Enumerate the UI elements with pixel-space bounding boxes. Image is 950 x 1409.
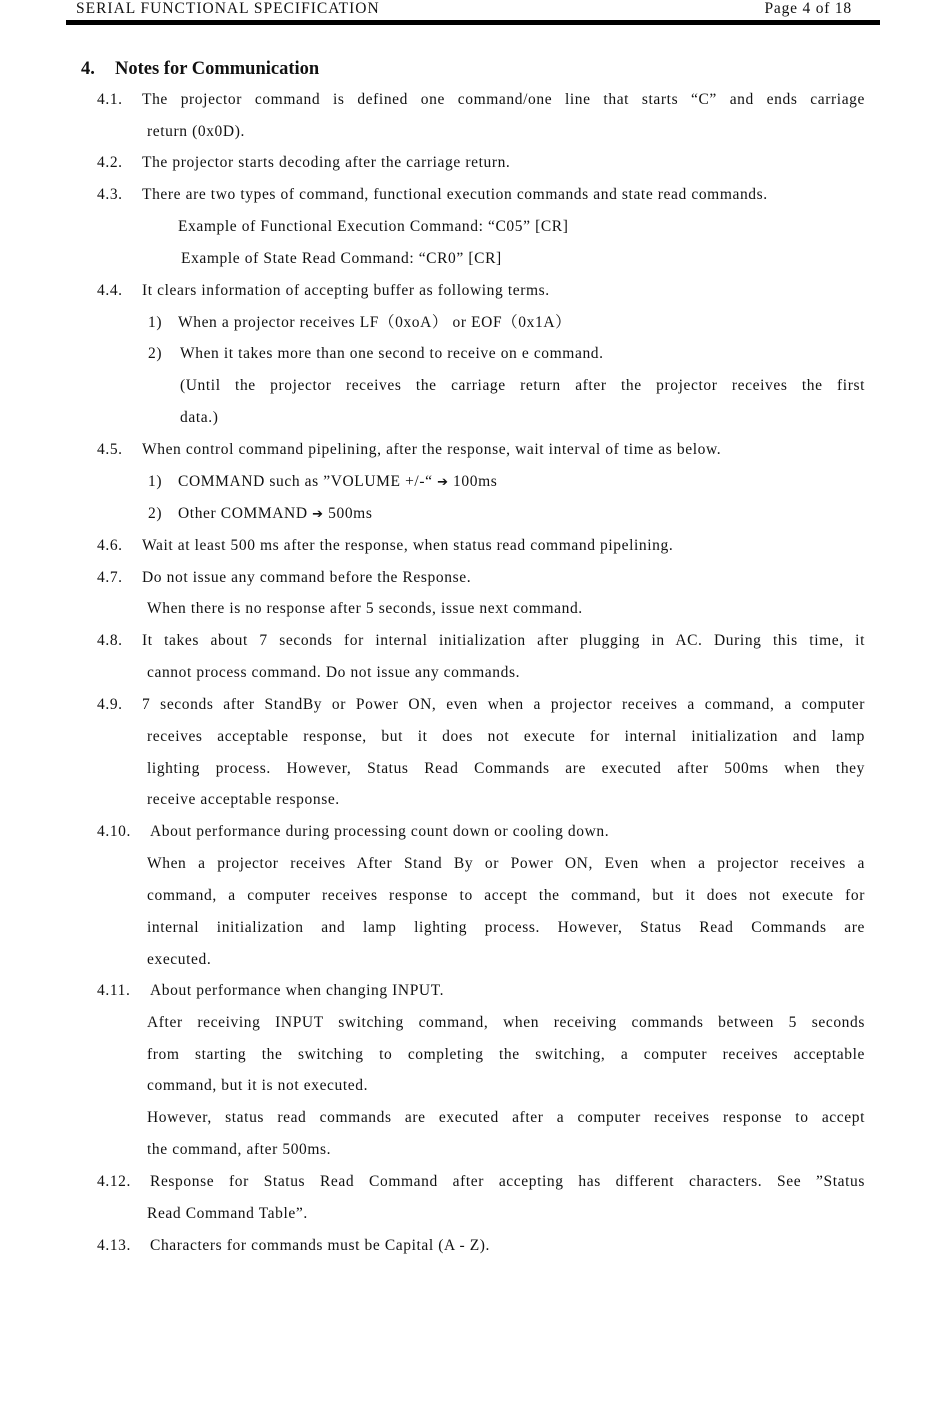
item-4-11-line-5: However, status read commands are executed after a computer receives response to accept [147,1109,865,1126]
item-4-7-line-2: When there is no response after 5 seconds, issue next command. [147,600,583,617]
sub-item-text: COMMAND such as ”VOLUME +/-“ [178,473,433,490]
item-text: Characters for commands must be Capital (A - Z). [150,1237,491,1254]
item-text: The projector command is defined one command/one line that starts “C” and ends carriage [142,91,865,108]
page-header [66,0,880,26]
item-text: It clears information of accepting buffer as following terms. [142,282,550,299]
item-number: 4.11. [97,982,131,999]
item-4-5 [97,440,721,460]
section-number: 4. [81,59,95,79]
header-rule [66,20,880,25]
item-number: 4.4. [97,282,123,299]
sub-item-number: 2) [148,345,163,362]
item-text: Do not issue any command before the Response. [142,569,472,586]
sub-item-number: 2) [148,505,163,522]
item-text: There are two types of command, functional execution commands and state read commands. [142,186,768,203]
item-text: 7 seconds after StandBy or Power ON, even when a projector receives a command, a computer [142,696,865,713]
section-title: Notes for Communication [115,59,320,79]
item-text: The projector starts decoding after the carriage return. [142,154,511,171]
item-4-10-line-2: When a projector receives After Stand By or Power ON, Even when a projector receives a [147,855,865,872]
item-4-4-note-line-2: data.) [180,409,219,426]
item-4-1-line-1 [97,90,865,110]
document-title: SERIAL FUNCTIONAL SPECIFICATION [76,0,380,17]
item-4-9-line-2: receives acceptable response, but it does not execute for internal initialization and lamp [147,728,865,745]
item-number: 4.10. [97,823,131,840]
section-heading [81,58,319,80]
item-4-6 [97,536,673,556]
sub-item-text: Other COMMAND [178,505,308,522]
item-number: 4.3. [97,186,123,203]
item-4-12-line-2: Read Command Table”. [147,1205,308,1222]
item-number: 4.13. [97,1237,131,1254]
item-number: 4.7. [97,569,123,586]
item-number: 4.8. [97,632,123,649]
item-text: About performance when changing INPUT. [150,982,445,999]
item-4-10 [97,822,609,842]
item-4-3 [97,185,768,205]
right-arrow-icon: ➔ [312,507,324,522]
item-text: Wait at least 500 ms after the response, when status read command pipelining. [142,537,674,554]
item-text: It takes about 7 seconds for internal initialization after plugging in AC. During this time, it [142,632,865,649]
sub-item-text: When a projector receives LF（0xoA） or EOF（0x1A） [178,314,572,331]
item-4-4-sub-1 [148,313,571,333]
right-arrow-icon: ➔ [437,475,449,490]
item-4-2 [97,153,510,173]
item-number: 4.9. [97,696,123,713]
item-number: 4.6. [97,537,123,554]
sub-item-number: 1) [148,473,163,490]
item-4-9-line-4: receive acceptable response. [147,791,340,808]
item-4-10-line-4: internal initialization and lamp lighting process. However, Status Read Commands are [147,919,865,936]
item-text: About performance during processing count down or cooling down. [150,823,610,840]
item-4-5-sub-2 [148,504,372,525]
item-4-4-note-line-1: (Until the projector receives the carriage return after the projector receives the first [180,377,865,394]
sub-item-text: When it takes more than one second to receive on e command. [180,345,604,362]
item-4-11 [97,981,444,1001]
item-4-9-line-1 [97,695,865,715]
item-4-4 [97,281,550,301]
item-4-10-line-5: executed. [147,951,212,968]
item-text: Response for Status Read Command after accepting has different characters. See ”Status [150,1173,865,1190]
item-text: When control command pipelining, after the response, wait interval of time as below. [142,441,722,458]
item-number: 4.1. [97,91,123,108]
item-4-1-line-2: return (0x0D). [147,123,245,140]
item-4-11-line-4: command, but it is not executed. [147,1077,369,1094]
item-4-11-line-3: from starting the switching to completing the switching, a computer receives acceptable [147,1046,865,1063]
sub-item-value: 500ms [328,505,373,522]
sub-item-value: 100ms [453,473,498,490]
item-4-10-line-3: command, a computer receives response to accept the command, but it does not execute for [147,887,865,904]
item-number: 4.2. [97,154,123,171]
item-4-12-line-1 [97,1172,865,1192]
sub-item-number: 1) [148,314,163,331]
page-number: Page 4 of 18 [764,0,852,17]
item-4-8-line-2: cannot process command. Do not issue any commands. [147,664,521,681]
item-4-7 [97,568,471,588]
item-4-3-example-1: Example of Functional Execution Command: “C05” [CR] [178,218,569,235]
item-4-13 [97,1236,490,1256]
item-4-4-sub-2 [148,344,604,364]
item-4-9-line-3: lighting process. However, Status Read Commands are executed after 500ms when they [147,760,865,777]
item-number: 4.5. [97,441,123,458]
item-4-8-line-1 [97,631,865,651]
item-4-11-line-2: After receiving INPUT switching command, when receiving commands between 5 seconds [147,1014,865,1031]
item-number: 4.12. [97,1173,131,1190]
item-4-3-example-2: Example of State Read Command: “CR0” [CR] [181,250,502,267]
item-4-11-line-6: the command, after 500ms. [147,1141,332,1158]
item-4-5-sub-1 [148,472,497,493]
